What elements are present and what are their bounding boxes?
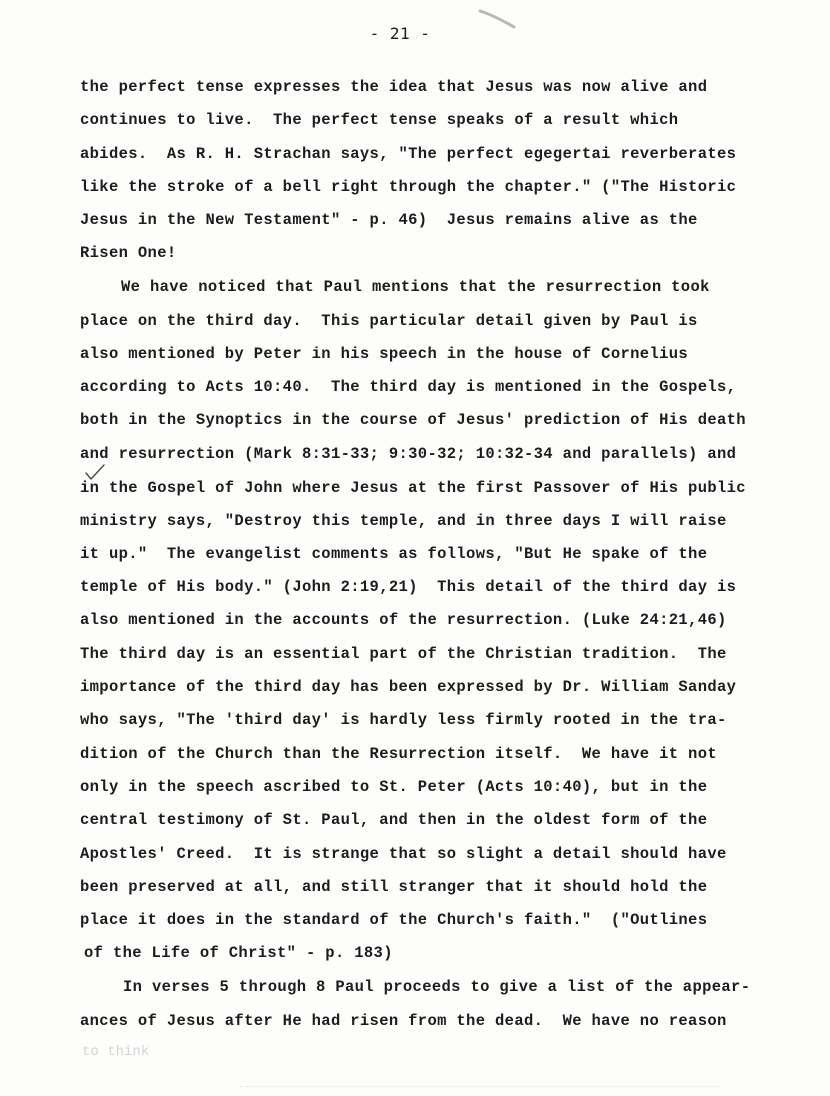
- pencil-check-mark-icon: [84, 463, 106, 483]
- text-line-13: in the Gospel of John where Jesus at the first Passover of His public: [80, 479, 746, 497]
- text-line-11: both in the Synoptics in the course of Jesus' prediction of His death: [80, 411, 746, 429]
- text-line-15: it up." The evangelist comments as follows, "But He spake of the: [80, 545, 708, 563]
- text-line-25: been preserved at all, and still stranger that it should hold the: [80, 878, 708, 896]
- text-line-14: ministry says, "Destroy this temple, and in three days I will raise: [80, 512, 727, 530]
- page-number: - 21 -: [369, 24, 431, 43]
- text-line-27: of the Life of Christ" - p. 183): [84, 944, 393, 962]
- text-line-5: Jesus in the New Testament" - p. 46) Jesus remains alive as the: [80, 211, 698, 229]
- bleed-through-text: to think: [82, 1044, 150, 1060]
- text-line-16: temple of His body." (John 2:19,21) This detail of the third day is: [80, 578, 737, 596]
- text-line-3: abides. As R. H. Strachan says, "The perfect egegertai reverberates: [80, 145, 737, 163]
- text-line-1: the perfect tense expresses the idea that Jesus was now alive and: [80, 78, 708, 96]
- text-line-10: according to Acts 10:40. The third day is mentioned in the Gospels,: [80, 378, 737, 396]
- text-line-9: also mentioned by Peter in his speech in the house of Cornelius: [80, 345, 689, 363]
- text-line-20: who says, "The 'third day' is hardly less firmly rooted in the tra-: [80, 711, 727, 729]
- text-line-21: dition of the Church than the Resurrection itself. We have it not: [80, 745, 717, 763]
- text-line-7: We have noticed that Paul mentions that the resurrection took: [121, 278, 710, 296]
- text-line-4: like the stroke of a bell right through the chapter." ("The Historic: [80, 178, 737, 196]
- text-line-22: only in the speech ascribed to St. Peter (Acts 10:40), but in the: [80, 778, 708, 796]
- text-line-6: Risen One!: [80, 244, 177, 262]
- text-line-29: ances of Jesus after He had risen from the dead. We have no reason: [80, 1012, 727, 1030]
- text-line-2: continues to live. The perfect tense speaks of a result which: [80, 111, 679, 129]
- bleed-through-dots: [240, 1086, 720, 1093]
- text-line-19: importance of the third day has been expressed by Dr. William Sanday: [80, 678, 737, 696]
- text-line-24: Apostles' Creed. It is strange that so slight a detail should have: [80, 845, 727, 863]
- text-line-23: central testimony of St. Paul, and then in the oldest form of the: [80, 811, 708, 829]
- text-line-17: also mentioned in the accounts of the resurrection. (Luke 24:21,46): [80, 611, 727, 629]
- text-line-18: The third day is an essential part of the Christian tradition. The: [80, 645, 727, 663]
- text-line-26: place it does in the standard of the Church's faith." ("Outlines: [80, 911, 708, 929]
- text-line-12: and resurrection (Mark 8:31-33; 9:30-32; 10:32-34 and parallels) and: [80, 445, 737, 463]
- text-line-8: place on the third day. This particular detail given by Paul is: [80, 312, 698, 330]
- text-line-28: In verses 5 through 8 Paul proceeds to give a list of the appear-: [123, 978, 751, 996]
